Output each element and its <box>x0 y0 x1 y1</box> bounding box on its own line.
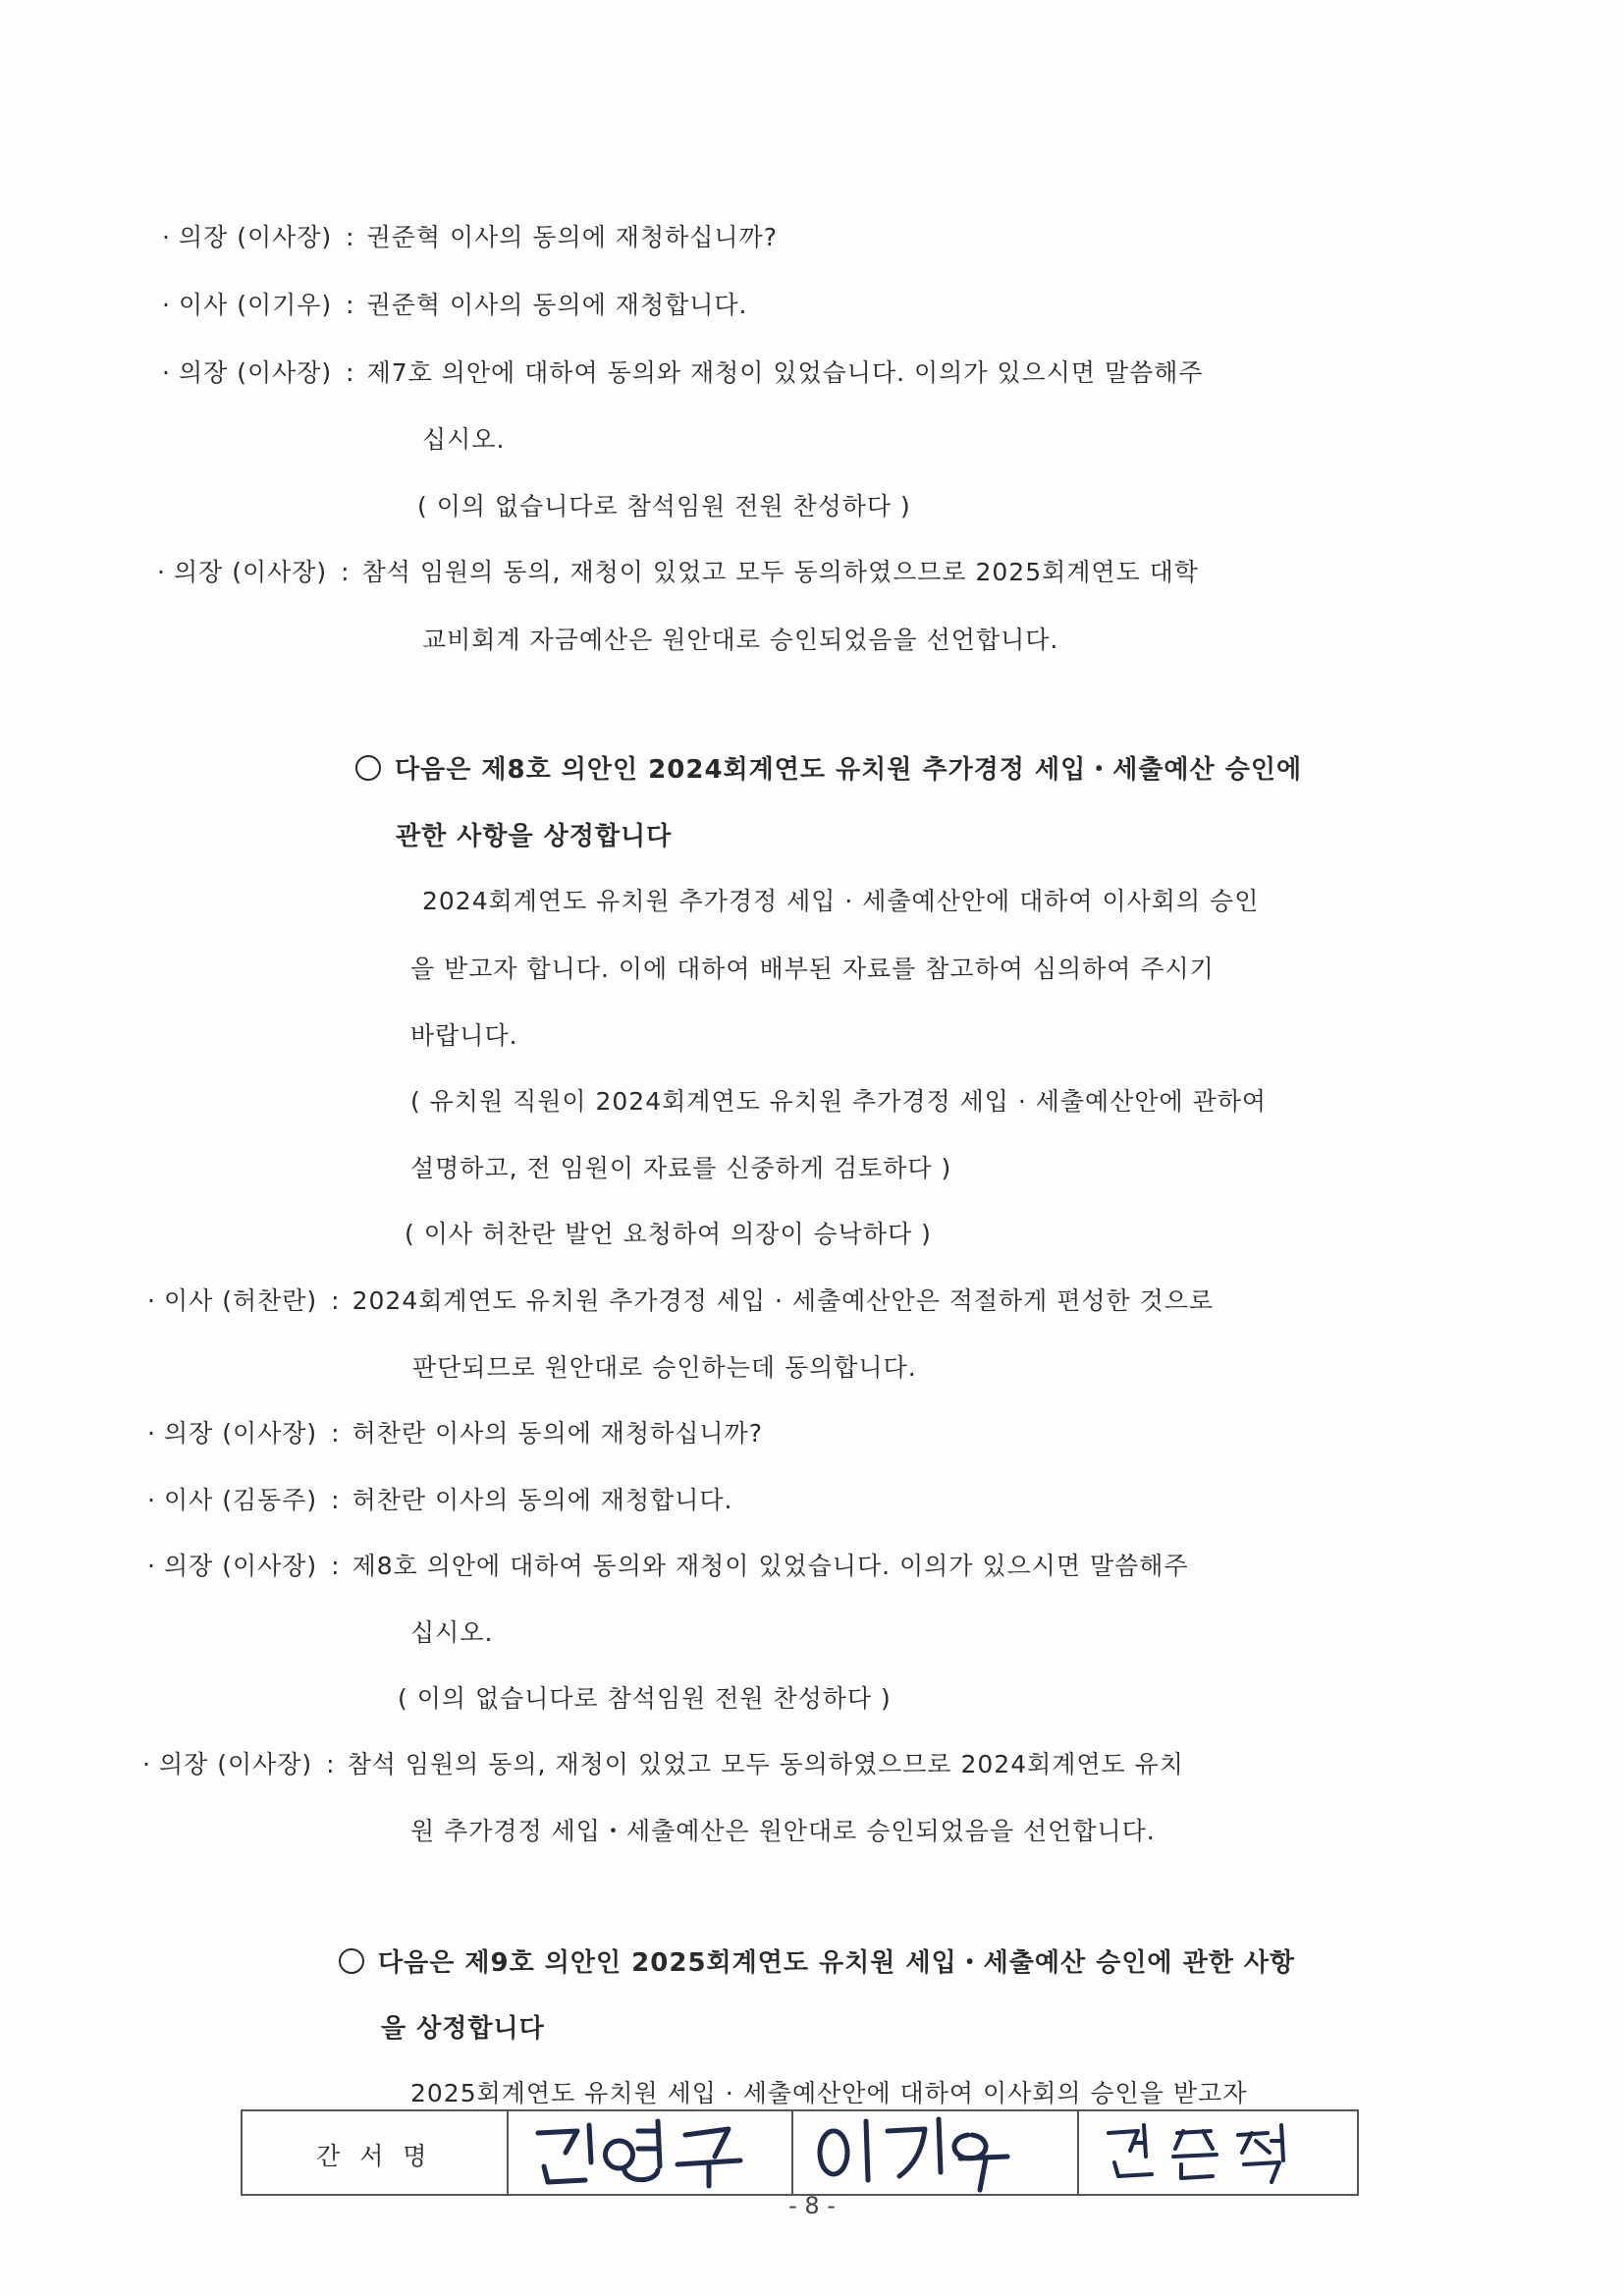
speaker-name: 의장 (이사장) <box>178 223 333 251</box>
minutes-line: · 의장 (이사장) : 제8호 의안에 대하여 동의와 재청이 있었습니다. 이의가 있으시면 말씀해주 <box>147 1552 1189 1580</box>
procedure-note: ( 유치원 직원이 2024회계연도 유치원 추가경정 세입 · 세출예산안에 관하여 <box>410 1087 1268 1116</box>
signature-label-cell <box>243 2111 509 2194</box>
procedure-note: 설명하고, 전 임원이 자료를 신중하게 검토하다 ) <box>410 1154 952 1182</box>
minutes-line: · 이사 (김동주) : 허찬란 이사의 동의에 재청합니다. <box>147 1486 733 1514</box>
minutes-line: · 의장 (이사장) : 참석 임원의 동의, 재청이 있었고 모두 동의하였으므로 2024회계연도 유치 <box>142 1750 1184 1778</box>
handwritten-signature-3 <box>1079 2111 1359 2194</box>
agenda-heading-continuation: 관한 사항을 상정합니다 <box>396 822 673 851</box>
signature-cell <box>509 2111 793 2194</box>
agenda-body: 2024회계연도 유치원 추가경정 세입 · 세출예산안에 대하여 이사회의 승인 <box>422 887 1260 915</box>
speaker-name: 의장 (이사장) <box>173 558 328 586</box>
agenda-body: 바랍니다. <box>410 1021 518 1050</box>
speech-continuation: 십시오. <box>422 425 506 454</box>
agenda-heading-text: 다음은 제8호 의안인 2024회계연도 유치원 추가경정 세입・세출예산 승인에 <box>395 755 1303 785</box>
speaker-name: 이사 (허찬란) <box>163 1286 318 1315</box>
speech-continuation: 교비회계 자금예산은 원안대로 승인되었음을 선언합니다. <box>422 626 1059 654</box>
speech-text: 제8호 의안에 대하여 동의와 재청이 있었습니다. 이의가 있으시면 말씀해주 <box>352 1552 1189 1580</box>
speech-continuation: 원 추가경정 세입・세출예산은 원안대로 승인되었음을 선언합니다. <box>410 1817 1156 1845</box>
page-number: - 8 - <box>788 2192 836 2219</box>
circle-bullet-icon <box>339 1948 364 1974</box>
speech-text: 권준혁 이사의 동의에 재청합니다. <box>366 291 748 319</box>
speaker-name: 의장 (이사장) <box>178 358 333 387</box>
minutes-line: · 의장 (이사장) : 권준혁 이사의 동의에 재청하십니까? <box>162 223 778 251</box>
speech-text: 참석 임원의 동의, 재청이 있었고 모두 동의하였으므로 2024회계연도 유치 <box>347 1750 1184 1778</box>
agenda-body: 을 받고자 합니다. 이에 대하여 배부된 자료를 참고하여 심의하여 주시기 <box>410 955 1215 983</box>
agenda-heading-text: 다음은 제9호 의안인 2025회계연도 유치원 세입・세출예산 승인에 관한 사항 <box>378 1948 1296 1978</box>
speech-text: 2024회계연도 유치원 추가경정 세입 · 세출예산안은 적절하게 편성한 것으로 <box>352 1286 1215 1315</box>
minutes-line: · 의장 (이사장) : 제7호 의안에 대하여 동의와 재청이 있었습니다. 이의가 있으시면 말씀해주 <box>162 358 1204 387</box>
speech-continuation: 십시오. <box>410 1618 494 1647</box>
procedure-note: ( 이사 허찬란 발언 요청하여 의장이 승낙하다 ) <box>405 1220 932 1248</box>
speaker-name: 이사 (김동주) <box>163 1486 318 1514</box>
speaker-name: 의장 (이사장) <box>163 1419 318 1448</box>
minutes-line: · 이사 (허찬란) : 2024회계연도 유치원 추가경정 세입 · 세출예산안은 적절하게 편성한 것으로 <box>147 1286 1215 1315</box>
speaker-name: 의장 (이사장) <box>163 1552 318 1580</box>
handwritten-signature-2 <box>793 2111 1078 2194</box>
minutes-line: · 이사 (이기우) : 권준혁 이사의 동의에 재청합니다. <box>162 291 748 319</box>
agenda-body: 2025회계연도 유치원 세입 · 세출예산안에 대하여 이사회의 승인을 받고자 <box>410 2079 1248 2107</box>
signature-cell <box>793 2111 1078 2194</box>
speech-text: 제7호 의안에 대하여 동의와 재청이 있었습니다. 이의가 있으시면 말씀해주 <box>366 358 1204 387</box>
signature-box <box>241 2109 1359 2196</box>
circle-bullet-icon <box>355 755 381 781</box>
procedure-note: ( 이의 없습니다로 참석임원 전원 찬성하다 ) <box>417 492 911 520</box>
agenda-heading <box>339 1942 1295 1979</box>
speaker-name: 이사 (이기우) <box>178 291 333 319</box>
agenda-heading-continuation: 을 상정합니다 <box>381 2014 545 2044</box>
signature-cell <box>1079 2111 1358 2194</box>
signature-label: 간 서 명 <box>316 2142 433 2170</box>
speech-text: 권준혁 이사의 동의에 재청하십니까? <box>366 223 778 251</box>
speech-continuation: 판단되므로 원안대로 승인하는데 동의합니다. <box>412 1353 917 1382</box>
minutes-line: · 의장 (이사장) : 허찬란 이사의 동의에 재청하십니까? <box>147 1419 763 1448</box>
speech-text: 허찬란 이사의 동의에 재청하십니까? <box>352 1419 763 1448</box>
speaker-name: 의장 (이사장) <box>158 1750 313 1778</box>
procedure-note: ( 이의 없습니다로 참석임원 전원 찬성하다 ) <box>398 1684 892 1713</box>
agenda-heading <box>355 749 1302 786</box>
minutes-line: · 의장 (이사장) : 참석 임원의 동의, 재청이 있었고 모두 동의하였으므로 2025회계연도 대학 <box>157 558 1199 586</box>
speech-text: 허찬란 이사의 동의에 재청합니다. <box>352 1486 733 1514</box>
handwritten-signature-1 <box>509 2111 793 2194</box>
speech-text: 참석 임원의 동의, 재청이 있었고 모두 동의하였으므로 2025회계연도 대학 <box>361 558 1199 586</box>
